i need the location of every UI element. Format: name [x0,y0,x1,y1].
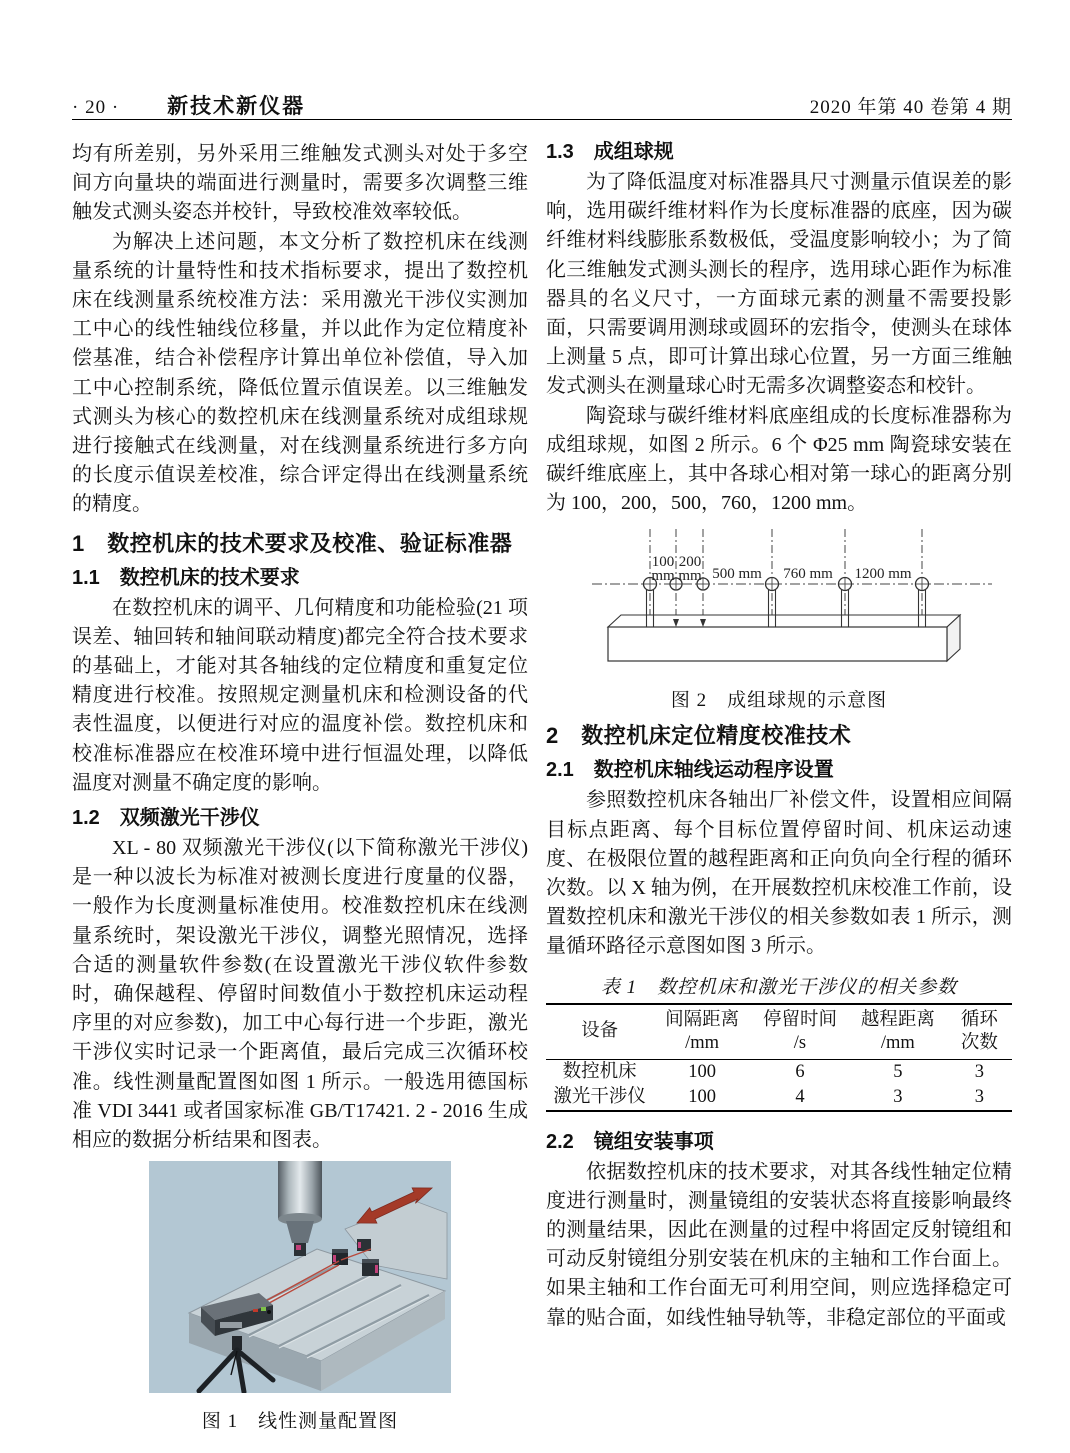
carbon-fiber-base [608,615,960,661]
dim-1200: 1200 mm [854,566,912,583]
section-1-2-heading: 1.2 双频激光干涉仪 [72,807,260,830]
figure1-caption: 图 1 线性测量配置图 [201,1411,399,1433]
paragraph-2-1: 参照数控机床各轴出厂补偿文件，设置相应间隔目标点距离、每个目标位置停留时间、机床运动速度、在极限位置的越程距离和正向负向全行程的循环次数。以 X 轴为例，在开展数控机床校准工作前，设置数控机床和激光干涉仪的相关参数如表 1 所示，测量循环路径示意图如图 3 所示。 [546,789,1012,958]
table1-col-device: 设备 [581,1021,619,1042]
section-1-3-heading: 1.3 成组球规 [546,141,674,163]
figure2-schematic [546,526,1012,672]
journal-section-title: 新技术新仪器 [167,95,306,118]
table1-col-cycles: 循环 次数 [960,1009,998,1053]
section-2-1-heading: 2.1 数控机床轴线运动程序设置 [546,759,834,782]
table1 [546,1003,1012,1112]
dim-200-value: 200 [678,554,702,571]
table1-col-dwell: 停留时间 /s [762,1009,837,1053]
dim-100-value: 100 [651,554,675,571]
section-2-2-heading: 2.2 镜组安装事项 [546,1130,714,1153]
section-2-heading: 2 数控机床定位精度校准技术 [546,723,852,749]
page-number: · 20 · [72,97,120,118]
figure2-caption: 图 2 成组球规的示意图 [670,690,888,712]
running-header [72,90,1012,120]
table-row: 数控机床 100 6 5 3 [562,1061,984,1082]
dim-100-unit: mm [651,568,675,585]
table-row: 激光干涉仪 100 4 3 3 [553,1086,984,1107]
left-column [72,140,528,1439]
table1-col-interval: 间隔距离 /mm [665,1009,740,1053]
paragraph-1-3a: 为了降低温度对标准器具尺寸测量示值误差的影响，选用碳纤维材料作为长度标准器的底座，因为碳纤维材料线膨胀系数极低，受温度影响较小；为了简化三维触发式测头测长的程序，选用球心距作为标准器具的名义尺寸，一方面球元素的测量不需要投影面，只需要调用测球或圆环的宏指令，使测头在球体上测量 5 点，即可计算出球心位置，另一方面三维触发式测头在测量球心时无需多次调整姿态和校针。 [546,171,1012,398]
figure1 [72,1161,528,1398]
table1-col-overrun: 越程距离 /mm [860,1009,935,1053]
dimension-labels [651,554,912,584]
dim-760: 760 mm [783,566,833,583]
figure2 [546,526,1012,677]
section-1-1-heading: 1.1 数控机床的技术要求 [72,566,300,589]
paragraph-2-2: 依据数控机床的技术要求，对其各线性轴定位精度进行测量时，测量镜组的安装状态将直接影响最终的测量结果，因此在测量的过程中将固定反射镜组和可动反射镜组分别安装在机床的主轴和工作台面上。如果主轴和工作台面无可利用空间，则应选择稳定可靠的贴合面，如线性轴导轨等，非稳定部位的平面或 [546,1160,1012,1329]
table1-header [546,1004,1012,1060]
paragraph-1-2: XL - 80 双频激光干涉仪(以下简称激光干涉仪)是一种以波长为标准对被测长度进行度量的仪器，一般作为长度测量标准使用。校准数控机床在线测量系统时，架设激光干涉仪，调整光照情况，选择合适的测量软件参数(在设置激光干涉仪软件参数时，确保越程、停留时间数值小于数控机床运动程序里的对应参数)，加工中心每行进一个步距，激光干涉仪实时记录一个距离值，最后完成三次循环校准。线性测量配置图如图 1 所示。一般选用德国标准 VDI 3441 或者国家标准 GB/T17421. 2 - 2016 生成相应的数据分析结果和图表。 [72,837,528,1152]
issue-info: 2020 年第 40 卷第 4 期 [809,97,1012,118]
figure1-illustration [149,1161,451,1393]
dim-500: 500 mm [712,566,762,583]
paragraph-continued: 均有所差别，另外采用三维触发式测头对处于多空间方向量块的端面进行测量时，需要多次调整三维触发式测头姿态并校针，导致校准效率较低。 [72,143,528,224]
right-column [546,140,1012,1333]
dim-200-unit: mm [678,568,702,585]
paragraph-intro: 为解决上述问题，本文分析了数控机床在线测量系统的计量特性和技术指标要求，提出了数控机床在线测量系统校准方法：采用激光干涉仪实测加工中心的线性轴线位移量，并以此作为定位精度补偿基准，结合补偿程序计算出单位补偿值，导入加工中心控制系统，降低位置示值误差。以三维触发式测头为核心的数控机床在线测量系统对成组球规进行接触式在线测量，对在线测量系统进行多方向的长度示值误差校准，综合评定得出在线测量系统的精度。 [72,230,528,516]
paragraph-1-1: 在数控机床的调平、几何精度和功能检验(21 项误差、轴回转和轴间联动精度)都完全符合技术要求的基础上，才能对其各轴线的定位精度和重复定位精度进行校准。按照规定测量机床和检测设备的代表性温度，以便进行对应的温度补偿。数控机床和校准标准器应在校准环境中进行恒温处理，以降低温度对测量不确定度的影响。 [72,596,528,794]
paragraph-1-3b: 陶瓷球与碳纤维材料底座组成的长度标准器称为成组球规，如图 2 所示。6 个 Φ25 mm 陶瓷球安装在碳纤维底座上，其中各球心相对第一球心的距离分别为 100，200，500，760，1200 mm。 [546,404,1012,515]
section-1-heading: 1 数控机床的技术要求及校准、验证标准器 [72,530,513,556]
table1-caption: 表 1 数控机床和激光干涉仪的相关参数 [600,976,958,998]
